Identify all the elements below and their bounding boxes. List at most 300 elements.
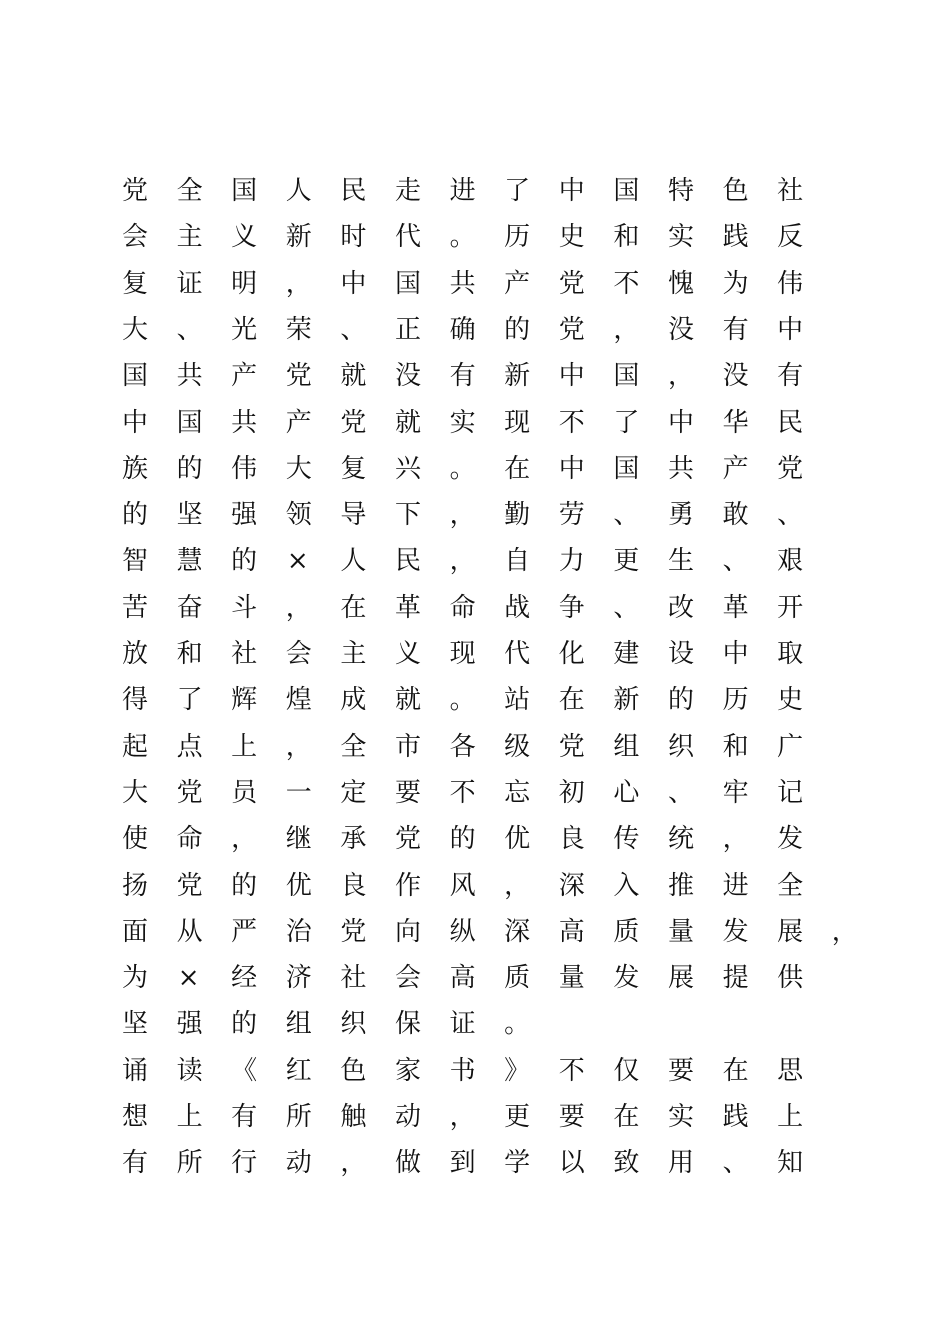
- text-char: 劳: [558, 500, 585, 531]
- text-char: 的: [449, 824, 476, 855]
- text-char: 命: [449, 592, 476, 623]
- text-char: 治: [285, 916, 312, 947]
- text-char: 高: [558, 916, 585, 947]
- text-char: 、: [722, 1148, 749, 1179]
- text-char: 在: [613, 1102, 640, 1132]
- text-char: 色: [340, 1055, 367, 1086]
- text-char: 纵: [449, 916, 476, 947]
- text-char: 历: [504, 222, 531, 253]
- text-line: [0, 816, 950, 862]
- text-char: 实: [667, 222, 694, 253]
- text-char: 革: [394, 592, 421, 623]
- text-line: [0, 724, 950, 770]
- text-char: 的: [231, 870, 258, 901]
- text-line: [0, 1048, 950, 1094]
- text-char: 优: [285, 870, 312, 901]
- text-char: ，: [613, 314, 640, 345]
- text-char: 用: [667, 1148, 694, 1179]
- text-char: 光: [231, 314, 258, 345]
- text-char: 走: [394, 176, 421, 206]
- text-char: 复: [121, 268, 148, 299]
- text-char: 大: [121, 777, 148, 808]
- text-char: 入: [613, 870, 640, 901]
- text-char: 历: [722, 685, 749, 716]
- text-char: 。: [449, 685, 476, 716]
- text-char: 良: [558, 824, 585, 855]
- text-char: 有: [777, 361, 804, 392]
- text-char: 建: [613, 639, 640, 669]
- text-char: 扬: [121, 870, 148, 901]
- text-char: 苦: [121, 592, 148, 623]
- text-char: 作: [394, 870, 421, 901]
- text-char: 国: [176, 407, 203, 438]
- text-char: 成: [340, 685, 367, 716]
- text-char: 所: [176, 1148, 203, 1179]
- text-char: 人: [285, 176, 312, 206]
- text-char: 产: [231, 361, 258, 392]
- text-char: 、: [176, 314, 203, 345]
- text-char: 没: [722, 361, 749, 392]
- text-char: 动: [394, 1102, 421, 1132]
- text-char: 社: [231, 639, 258, 669]
- text-char: 人: [340, 546, 367, 577]
- text-char: 要: [667, 1055, 694, 1086]
- text-char: 在: [504, 453, 531, 484]
- text-char: 推: [667, 870, 694, 901]
- text-char: 向: [394, 916, 421, 947]
- text-char: 全: [176, 176, 203, 206]
- text-char: 和: [176, 639, 203, 669]
- text-char: 供: [777, 963, 804, 994]
- text-char: 领: [285, 500, 312, 531]
- text-char: 慧: [176, 546, 203, 577]
- text-char: 强: [176, 1009, 203, 1040]
- text-char: 发: [777, 824, 804, 855]
- text-char: 开: [777, 592, 804, 623]
- text-char: 了: [176, 685, 203, 716]
- text-char: 使: [121, 824, 148, 855]
- text-char: 新: [285, 222, 312, 253]
- text-char: 会: [121, 222, 148, 253]
- text-char: 主: [340, 639, 367, 669]
- text-char: 中: [558, 176, 585, 206]
- text-char: 。: [449, 222, 476, 253]
- text-char: 命: [176, 824, 203, 855]
- text-char: 统: [667, 824, 694, 855]
- text-char: 仅: [613, 1055, 640, 1086]
- text-char: 组: [285, 1009, 312, 1040]
- text-char: 特: [667, 176, 694, 206]
- text-char: 更: [613, 546, 640, 577]
- text-char: 共: [667, 453, 694, 484]
- text-line: [0, 909, 950, 955]
- text-char: 义: [231, 222, 258, 253]
- text-char: 现: [449, 639, 476, 669]
- text-char: 、: [613, 500, 640, 531]
- text-char: 经: [231, 963, 258, 994]
- text-char: 起: [121, 731, 148, 762]
- text-char: 的: [231, 546, 258, 577]
- text-char: 党: [777, 453, 804, 484]
- text-char: 华: [722, 407, 749, 438]
- text-char: 国: [613, 361, 640, 392]
- text-char: 就: [394, 407, 421, 438]
- text-char: ×: [177, 963, 200, 994]
- text-char: 量: [667, 916, 694, 947]
- text-char: 、: [340, 314, 367, 345]
- text-char: 继: [285, 824, 312, 855]
- text-char: 和: [722, 731, 749, 762]
- text-char: 敢: [722, 500, 749, 531]
- text-char: 改: [667, 592, 694, 623]
- text-char: 奋: [176, 592, 203, 623]
- text-char: 中: [722, 639, 749, 669]
- text-char: 不: [558, 1055, 585, 1086]
- text-char: 中: [667, 407, 694, 438]
- text-char: 为: [722, 268, 749, 299]
- text-char: 传: [613, 824, 640, 855]
- text-char: 全: [340, 731, 367, 762]
- text-char: 严: [231, 916, 258, 947]
- text-char: 发: [722, 916, 749, 947]
- text-char: 国: [394, 268, 421, 299]
- text-char: 产: [285, 407, 312, 438]
- text-char: 党: [558, 314, 585, 345]
- text-char: 站: [504, 685, 531, 716]
- text-char: 中: [340, 268, 367, 299]
- text-char: 力: [558, 546, 585, 577]
- text-char: 新: [504, 361, 531, 392]
- text-char: 一: [285, 777, 312, 808]
- text-char: 化: [558, 639, 585, 669]
- text-char: 有: [722, 314, 749, 345]
- text-char: 共: [449, 268, 476, 299]
- text-char: 斗: [231, 592, 258, 623]
- text-char: 发: [613, 963, 640, 994]
- text-char: ，: [667, 361, 694, 392]
- text-char: 进: [722, 870, 749, 901]
- text-char: ，: [449, 500, 476, 531]
- text-char: 的: [504, 314, 531, 345]
- text-char: 了: [504, 176, 531, 206]
- text-char: 承: [340, 824, 367, 855]
- text-char: 反: [777, 222, 804, 253]
- text-char: 进: [449, 176, 476, 206]
- text-char: 下: [394, 500, 421, 531]
- text-char: 、: [722, 546, 749, 577]
- text-char: 代: [394, 222, 421, 253]
- text-char: 知: [777, 1148, 804, 1179]
- text-char: 织: [667, 731, 694, 762]
- text-char: 高: [449, 963, 476, 994]
- text-char: 就: [340, 361, 367, 392]
- text-char: 深: [558, 870, 585, 901]
- text-char: 上: [777, 1102, 804, 1132]
- text-char: ×: [286, 546, 309, 577]
- text-char: 质: [504, 963, 531, 994]
- text-char: 为: [121, 963, 148, 994]
- text-char: 代: [504, 639, 531, 669]
- text-char: 党: [394, 824, 421, 855]
- text-char: 伟: [777, 268, 804, 299]
- text-char: 设: [667, 639, 694, 669]
- text-char: 要: [558, 1102, 585, 1132]
- text-char: 的: [176, 453, 203, 484]
- text-char: ，: [449, 1102, 476, 1132]
- text-char: 牢: [722, 777, 749, 808]
- text-char: 定: [340, 777, 367, 808]
- text-char: 做: [394, 1148, 421, 1179]
- text-char: ，: [285, 731, 312, 762]
- text-char: 红: [285, 1055, 312, 1086]
- text-char: 愧: [667, 268, 694, 299]
- text-char: 上: [176, 1102, 203, 1132]
- text-line: [0, 863, 950, 909]
- text-char: 不: [449, 777, 476, 808]
- text-char: 民: [777, 407, 804, 438]
- text-char: 中: [558, 361, 585, 392]
- text-char: 战: [504, 592, 531, 623]
- text-line: [0, 1094, 950, 1140]
- text-char: 党: [558, 731, 585, 762]
- text-char: 有: [231, 1102, 258, 1132]
- text-char: 济: [285, 963, 312, 994]
- text-char: 产: [722, 453, 749, 484]
- text-char: 中: [558, 453, 585, 484]
- text-char: 的: [667, 685, 694, 716]
- text-char: 导: [340, 500, 367, 531]
- text-line: [0, 631, 950, 677]
- text-char: 证: [449, 1009, 476, 1040]
- text-char: 辉: [231, 685, 258, 716]
- text-char: 读: [176, 1055, 203, 1086]
- text-line: [0, 261, 950, 307]
- text-char: 国: [613, 176, 640, 206]
- text-char: 伟: [231, 453, 258, 484]
- text-char: 心: [613, 777, 640, 808]
- text-char: ，: [231, 824, 258, 855]
- text-char: 勤: [504, 500, 531, 531]
- text-char: 没: [394, 361, 421, 392]
- text-char: 展: [667, 963, 694, 994]
- text-char: 煌: [285, 685, 312, 716]
- text-char: 坚: [121, 1009, 148, 1040]
- text-line: [0, 214, 950, 260]
- text-char: 社: [340, 963, 367, 994]
- text-char: 思: [777, 1055, 804, 1086]
- text-char: 的: [121, 500, 148, 531]
- text-char: 勇: [667, 500, 694, 531]
- text-line: [0, 955, 950, 1001]
- text-char: 中: [121, 407, 148, 438]
- text-char: 全: [777, 870, 804, 901]
- text-char: 争: [558, 592, 585, 623]
- text-line: [0, 492, 950, 538]
- text-char: 、: [667, 777, 694, 808]
- text-char: 诵: [121, 1055, 148, 1086]
- text-char: 级: [504, 731, 531, 762]
- text-char: ，: [449, 546, 476, 577]
- text-char: 更: [504, 1102, 531, 1132]
- text-char: 各: [449, 731, 476, 762]
- text-char: 上: [231, 731, 258, 762]
- text-char: 证: [176, 268, 203, 299]
- text-char: 就: [394, 685, 421, 716]
- text-char: 市: [394, 731, 421, 762]
- text-char: 党: [558, 268, 585, 299]
- text-char: 在: [340, 592, 367, 623]
- text-char: 实: [667, 1102, 694, 1132]
- text-char: 现: [504, 407, 531, 438]
- text-char: 致: [613, 1148, 640, 1179]
- text-char: 家: [394, 1055, 421, 1086]
- text-char: 色: [722, 176, 749, 206]
- text-char: 党: [176, 870, 203, 901]
- text-char: 共: [231, 407, 258, 438]
- text-char: 族: [121, 453, 148, 484]
- text-line: [0, 585, 950, 631]
- text-char: 确: [449, 314, 476, 345]
- text-char: 的: [231, 1009, 258, 1040]
- text-char: 党: [340, 916, 367, 947]
- text-char: 义: [394, 639, 421, 669]
- text-char: 时: [340, 222, 367, 253]
- text-line: [0, 677, 950, 723]
- text-char: 主: [176, 222, 203, 253]
- text-char: 强: [231, 500, 258, 531]
- text-char: 织: [340, 1009, 367, 1040]
- text-char: 国: [121, 361, 148, 392]
- text-char: 没: [667, 314, 694, 345]
- text-char: 》: [504, 1055, 531, 1086]
- text-char: 提: [722, 963, 749, 994]
- text-line: [0, 353, 950, 399]
- text-char: 了: [613, 407, 640, 438]
- text-char: 、: [777, 500, 804, 531]
- text-char: 要: [394, 777, 421, 808]
- text-char: 党: [285, 361, 312, 392]
- text-char: 《: [231, 1055, 258, 1086]
- text-char: 史: [558, 222, 585, 253]
- text-char: 实: [449, 407, 476, 438]
- text-char: 会: [285, 639, 312, 669]
- text-char: 艰: [777, 546, 804, 577]
- text-char: 风: [449, 870, 476, 901]
- text-char: 明: [231, 268, 258, 299]
- text-char: 优: [504, 824, 531, 855]
- text-char: 社: [777, 176, 804, 206]
- text-char: 质: [613, 916, 640, 947]
- text-char: 保: [394, 1009, 421, 1040]
- text-char: 深: [504, 916, 531, 947]
- text-line: [0, 307, 950, 353]
- text-char: 不: [613, 268, 640, 299]
- text-char: 会: [394, 963, 421, 994]
- text-char: 广: [777, 731, 804, 762]
- text-char: 动: [285, 1148, 312, 1179]
- text-char: 和: [613, 222, 640, 253]
- text-char: 所: [285, 1102, 312, 1132]
- text-char: 正: [394, 314, 421, 345]
- text-char: 共: [176, 361, 203, 392]
- text-char: 、: [613, 592, 640, 623]
- text-char: 。: [504, 1009, 531, 1040]
- text-line: [0, 446, 950, 492]
- text-char: 国: [231, 176, 258, 206]
- text-char: 到: [449, 1148, 476, 1179]
- text-char: 不: [558, 407, 585, 438]
- text-char: 党: [121, 176, 148, 206]
- text-char: 从: [176, 916, 203, 947]
- text-char: 展: [777, 916, 804, 947]
- text-line: [0, 1140, 950, 1186]
- text-char: ，: [285, 592, 312, 623]
- text-char: 复: [340, 453, 367, 484]
- text-char: 取: [777, 639, 804, 669]
- text-char: 兴: [394, 453, 421, 484]
- text-char: 自: [504, 546, 531, 577]
- text-char: ，: [722, 824, 749, 855]
- text-char: 中: [777, 314, 804, 345]
- text-char: 国: [613, 453, 640, 484]
- text-line: [0, 1001, 950, 1047]
- text-char: 记: [777, 777, 804, 808]
- text-char: 史: [777, 685, 804, 716]
- text-char: ，: [504, 870, 531, 901]
- text-char: 民: [394, 546, 421, 577]
- text-char: 新: [613, 685, 640, 716]
- text-char: 以: [558, 1148, 585, 1179]
- text-char: ，: [831, 916, 858, 947]
- text-line: [0, 400, 950, 446]
- text-char: 大: [121, 314, 148, 345]
- text-line: [0, 168, 950, 214]
- text-char: 生: [667, 546, 694, 577]
- text-char: 践: [722, 222, 749, 253]
- text-char: 书: [449, 1055, 476, 1086]
- text-char: 点: [176, 731, 203, 762]
- text-char: 员: [231, 777, 258, 808]
- text-char: 党: [340, 407, 367, 438]
- text-line: [0, 770, 950, 816]
- text-char: ，: [285, 268, 312, 299]
- text-char: 放: [121, 639, 148, 669]
- text-char: 革: [722, 592, 749, 623]
- text-char: 有: [449, 361, 476, 392]
- text-char: 行: [231, 1148, 258, 1179]
- text-char: 良: [340, 870, 367, 901]
- text-char: 产: [504, 268, 531, 299]
- text-char: 在: [722, 1055, 749, 1086]
- text-char: 忘: [504, 777, 531, 808]
- text-char: 想: [121, 1102, 148, 1132]
- text-char: 初: [558, 777, 585, 808]
- text-char: 践: [722, 1102, 749, 1132]
- text-line: [0, 538, 950, 584]
- text-char: 坚: [176, 500, 203, 531]
- text-char: 触: [340, 1102, 367, 1132]
- text-char: 。: [449, 453, 476, 484]
- text-char: 在: [558, 685, 585, 716]
- text-char: 学: [504, 1148, 531, 1179]
- text-char: 得: [121, 685, 148, 716]
- text-char: 面: [121, 916, 148, 947]
- text-char: 组: [613, 731, 640, 762]
- text-char: 有: [121, 1148, 148, 1179]
- text-char: 智: [121, 546, 148, 577]
- text-char: 大: [285, 453, 312, 484]
- text-char: ，: [340, 1148, 367, 1179]
